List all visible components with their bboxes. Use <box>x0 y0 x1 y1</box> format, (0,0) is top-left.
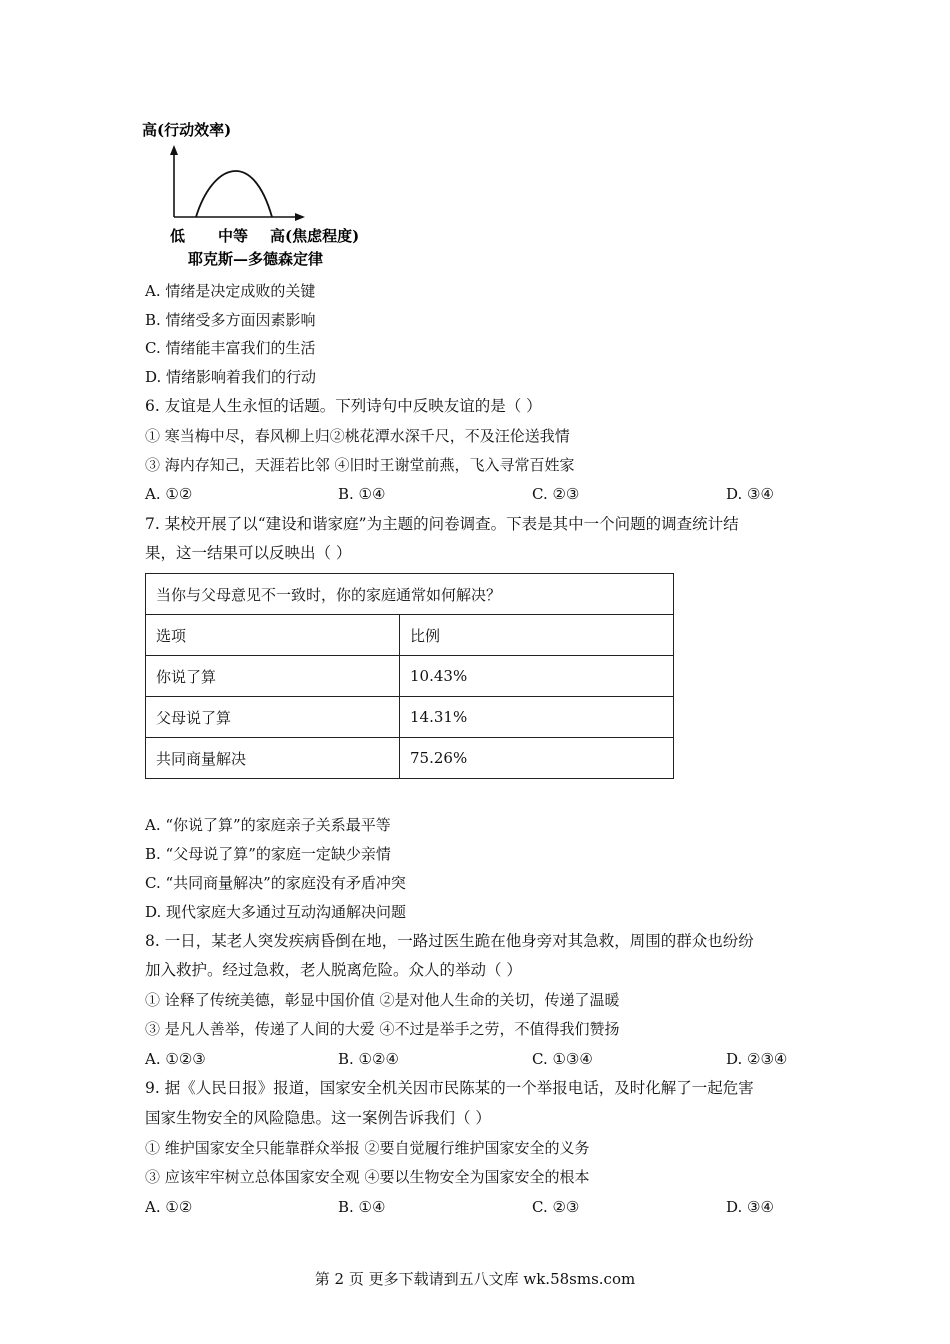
table-question: 当你与父母意见不一致时，你的家庭通常如何解决？ <box>146 574 674 615</box>
table-cell-option: 共同商量解决 <box>146 738 400 779</box>
table-row <box>146 697 674 738</box>
q7-option-b: B. “父母说了算”的家庭一定缺少亲情 <box>145 845 391 863</box>
table-header-ratio: 比例 <box>400 615 674 656</box>
q9-stem-2: 国家生物安全的风险隐患。这一案例告诉我们（ ） <box>145 1109 491 1127</box>
q6-option-d: D. ③④ <box>726 485 774 503</box>
figure-caption: 耶克斯—多德森定律 <box>188 250 324 268</box>
table-header-option: 选项 <box>146 615 400 656</box>
q8-statements-2: ③ 是凡人善举，传递了人间的大爱 ④不过是举手之劳，不值得我们赞扬 <box>145 1020 620 1038</box>
x-label-low: 低 <box>170 227 186 245</box>
q9-option-b: B. ①④ <box>338 1198 386 1216</box>
q8-stem-1: 8. 一日，某老人突发疾病昏倒在地，一路过医生跪在他身旁对其急救，周围的群众也纷纷 <box>145 932 754 950</box>
q9-option-d: D. ③④ <box>726 1198 774 1216</box>
q5-option-b: B. 情绪受多方面因素影响 <box>145 311 316 329</box>
y-axis-arrow <box>170 145 178 155</box>
table-cell-ratio: 10.43% <box>400 656 674 697</box>
table-question-row <box>146 574 674 615</box>
x-axis-arrow <box>295 213 305 221</box>
q7-option-c: C. “共同商量解决”的家庭没有矛盾冲突 <box>145 874 406 892</box>
q6-statements-2: ③ 海内存知己，天涯若比邻 ④旧时王谢堂前燕，飞入寻常百姓家 <box>145 456 575 474</box>
q6-statements-1: ① 寒当梅中尽，春风柳上归②桃花潭水深千尺，不及汪伦送我情 <box>145 427 570 445</box>
q9-stem-1: 9. 据《人民日报》报道，国家安全机关因市民陈某的一个举报电话，及时化解了一起危害 <box>145 1079 754 1097</box>
q8-option-a: A. ①②③ <box>145 1050 206 1068</box>
table-cell-ratio: 14.31% <box>400 697 674 738</box>
q8-statements-1: ① 诠释了传统美德，彰显中国价值 ②是对他人生命的关切，传递了温暖 <box>145 991 620 1009</box>
q9-statements-2: ③ 应该牢牢树立总体国家安全观 ④要以生物安全为国家安全的根本 <box>145 1168 590 1186</box>
q7-option-a: A. “你说了算”的家庭亲子关系最平等 <box>145 816 391 834</box>
x-label-mid: 中等 <box>218 227 249 245</box>
figure-y-label: 高(行动效率) <box>142 121 232 139</box>
table-row <box>146 738 674 779</box>
q6-stem: 6. 友谊是人生永恒的话题。下列诗句中反映友谊的是（ ） <box>145 397 542 415</box>
table-cell-option: 父母说了算 <box>146 697 400 738</box>
q7-option-d: D. 现代家庭大多通过互动沟通解决问题 <box>145 903 407 921</box>
x-label-high: 高(焦虑程度) <box>270 227 360 245</box>
q9-option-c: C. ②③ <box>532 1198 580 1216</box>
q9-statements-1: ① 维护国家安全只能靠群众举报 ②要自觉履行维护国家安全的义务 <box>145 1139 590 1157</box>
q8-option-d: D. ②③④ <box>726 1050 788 1068</box>
table-cell-ratio: 75.26% <box>400 738 674 779</box>
q7-stem-1: 7. 某校开展了以“建设和谐家庭”为主题的问卷调查。下表是其中一个问题的调查统计结 <box>145 515 739 533</box>
performance-curve <box>196 171 272 217</box>
q6-option-a: A. ①② <box>145 485 193 503</box>
q5-option-a: A. 情绪是决定成败的关键 <box>145 282 316 300</box>
q7-stem-2: 果，这一结果可以反映出（ ） <box>145 544 352 562</box>
q5-option-d: D. 情绪影响着我们的行动 <box>145 368 317 386</box>
survey-table <box>145 573 674 779</box>
q8-option-c: C. ①③④ <box>532 1050 593 1068</box>
q8-option-b: B. ①②④ <box>338 1050 399 1068</box>
q6-option-c: C. ②③ <box>532 485 580 503</box>
q9-option-a: A. ①② <box>145 1198 193 1216</box>
q6-option-b: B. ①④ <box>338 485 386 503</box>
table-header-row <box>146 615 674 656</box>
q5-option-c: C. 情绪能丰富我们的生活 <box>145 339 316 357</box>
page-footer: 第 2 页 更多下载请到五八文库 wk.58sms.com <box>314 1270 636 1288</box>
yerkes-dodson-figure <box>140 115 390 270</box>
q8-stem-2: 加入救护。经过急救，老人脱离危险。众人的举动（ ） <box>145 961 522 979</box>
table-row <box>146 656 674 697</box>
table-cell-option: 你说了算 <box>146 656 400 697</box>
